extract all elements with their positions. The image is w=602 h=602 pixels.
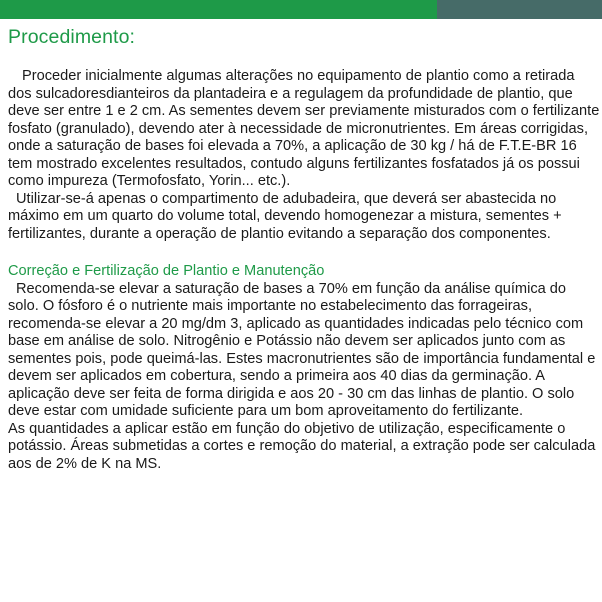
header-bar-green-segment — [0, 0, 437, 19]
procedure-paragraph-2: Utilizar-se-á apenas o compartimento de adubadeira, que deverá ser abastecida no máximo em um quarto do volume total, devendo homogenezar a mistura, sementes + fertilizantes, durante a operação de plantio evitando a separação dos componentes. — [8, 190, 562, 242]
page-title: Procedimento: — [8, 26, 136, 48]
fertilization-paragraph-2: As quantidades a aplicar estão em função do objetivo de utilização, especificamente o potássio. Áreas submetidas a cortes e remoção do material, a extração pode ser calculada aos de 2% de K na MS. — [8, 420, 596, 472]
header-bar-teal-segment — [437, 0, 602, 19]
document-body — [8, 68, 600, 473]
fertilization-paragraph-1: Recomenda-se elevar a saturação de bases a 70% em função da análise química do solo. O fósforo é o nutriente mais importante no estabelecimento das forrageiras, recomenda-se elevar a 20 mg/dm 3, aplicado as quantidades indicadas pelo técnico com base em análise de solo. Nitrogênio e Potássio não devem ser aplicados junto com as sementes pois, pode queimá-las. Estes macronutrientes são de importância fundamental e devem ser aplicados em cobertura, sendo a primeira aos 40 dias da germinação. A aplicação deve ser feita de forma dirigida e aos 20 - 30 cm das linhas de plantio. O solo deve estar com umidade suficiente para um bom aproveitamento do fertilizante. — [8, 280, 596, 419]
header-bar — [0, 0, 602, 19]
section-heading-fertilization: Correção e Fertilização de Plantio e Manutenção — [8, 263, 325, 279]
procedure-paragraph-1: Proceder inicialmente algumas alterações no equipamento de plantio como a retirada dos sulcadoresdianteiros da plantadeira e a regulagem da profundidade de plantio, que deve ser entre 1 e 2 cm. As sementes devem ser previamente misturados com o fertilizante fosfato (granulado), devendo ater à necessidade de micronutrientes. Em áreas corrigidas, onde a saturação de bases foi elevada a 70%, a aplicação de 30 kg / há de F.T.E-BR 16 tem mostrado excelentes resultados, contudo alguns fertilizantes fosfatados já os possui como impureza (Termofosfato, Yorin... etc.). — [8, 68, 600, 189]
